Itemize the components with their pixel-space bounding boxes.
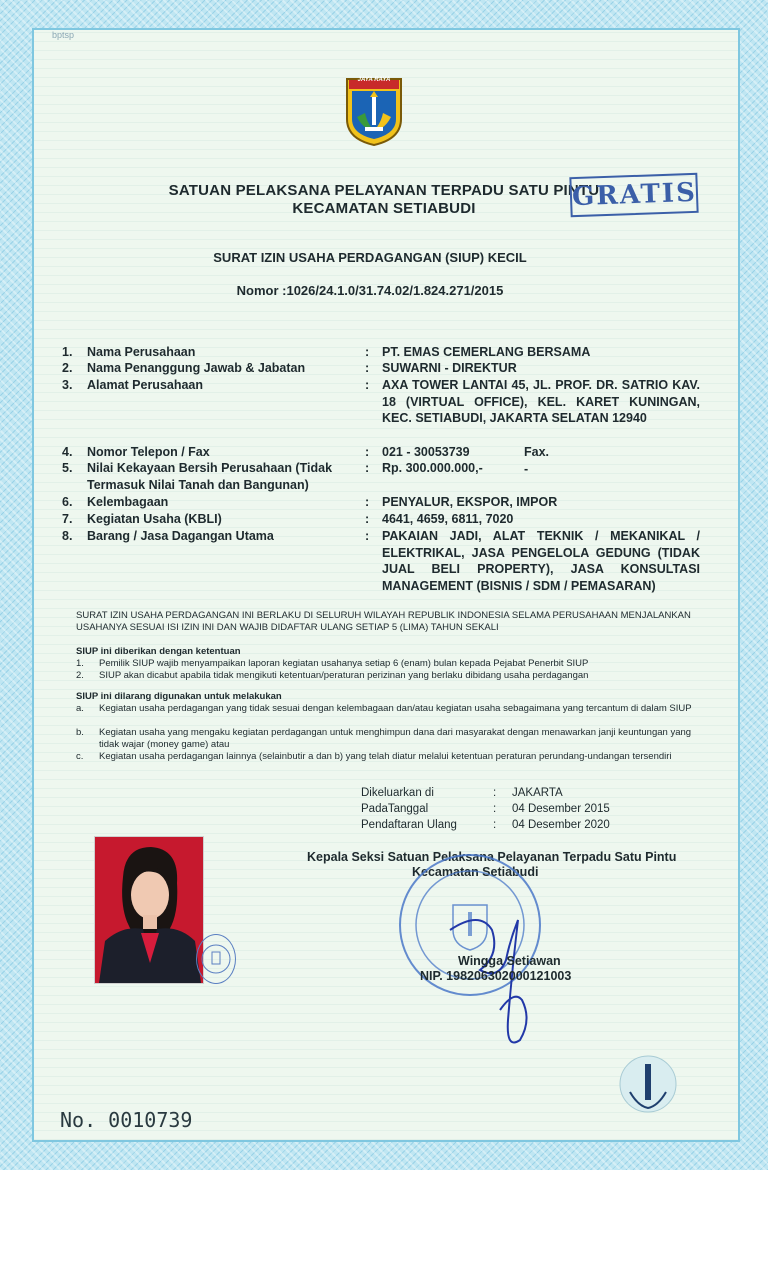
owner-photo (94, 836, 204, 984)
condition-number: 2. (76, 670, 84, 681)
field-colon: : (365, 529, 370, 543)
field-number: 7. (62, 512, 73, 526)
field-value: 021 - 30053739 (382, 445, 470, 459)
document-number: Nomor :1026/24.1.0/31.74.02/1.824.271/2015 (236, 283, 504, 298)
field-colon: : (365, 345, 370, 359)
hologram-seal (618, 1050, 678, 1118)
issued-colon: : (493, 787, 497, 799)
issued-colon: : (493, 803, 497, 815)
condition-number: 1. (76, 658, 84, 669)
serial-number: No. 0010739 (60, 1108, 193, 1132)
field-number: 3. (62, 378, 73, 392)
validity-statement: SURAT IZIN USAHA PERDAGANGAN INI BERLAKU DI SELURUH WILAYAH REPUBLIK INDONESIA SELAMA PERUSAHAAN MENJALANKAN USAHANYA SESUAI ISI IZIN INI DAN WAJIB DIDAFTAR ULANG SETIAP 5 (LIMA) TAHUN SEKALI (76, 610, 691, 633)
gratis-stamp: GRATIS (569, 173, 698, 217)
field-label: Alamat Perusahaan (87, 378, 204, 392)
prohibition-letter: a. (76, 703, 84, 714)
signatory-title: Kepala Seksi Satuan Pelaksana Pelayanan Terpadu Satu Pintu (307, 850, 677, 864)
field-number: 5. (62, 461, 73, 475)
signatory-name: Wingga Setiawan (458, 954, 561, 968)
field-colon: : (365, 461, 370, 475)
field-number: 2. (62, 361, 73, 375)
watermark-text: bptsp (52, 30, 75, 40)
field-label: Kelembagaan (87, 495, 169, 509)
field-value: 4641, 4659, 6811, 7020 (382, 512, 514, 526)
conditions-heading: SIUP ini diberikan dengan ketentuan (76, 646, 241, 657)
logo-motto: JAYA RAYA (357, 77, 391, 83)
prohibition-text: Kegiatan usaha yang mengaku kegiatan perdagangan untuk menghimpun dana dari masyarakat dengan menawarkan janji keuntungan yang tidak wajar (money game) atau (99, 727, 692, 750)
field-value: SUWARNI - DIREKTUR (382, 361, 517, 375)
renewal-label: Pendaftaran Ulang (361, 819, 457, 831)
prohibition-letter: b. (76, 727, 84, 738)
prohibition-text: Kegiatan usaha perdagangan lainnya (selainbutir a dan b) yang telah diatur melalui ketentuan peraturan perundang-undangan tersendiri (99, 751, 672, 762)
district-name: KECAMATAN SETIABUDI (292, 200, 476, 217)
signatory-office: Kecamatan Setiabudi (412, 865, 539, 879)
condition-text: Pemilik SIUP wajib menyampaikan laporan kegiatan usahanya setiap 6 (enam) bulan kepada Pejabat Penerbit SIUP (99, 658, 589, 669)
field-label: Nama Perusahaan (87, 345, 196, 359)
signatory-nip: NIP. 198206302000121003 (420, 969, 572, 983)
field-label: Nomor Telepon / Fax (87, 445, 210, 459)
field-number: 4. (62, 445, 73, 459)
fax-value: Fax. - (524, 445, 550, 476)
issued-place-value: JAKARTA (512, 787, 563, 799)
photo-seal-stamp (196, 934, 236, 984)
prohibition-letter: c. (76, 751, 84, 762)
field-value: PT. EMAS CEMERLANG BERSAMA (382, 345, 591, 359)
field-colon: : (365, 361, 370, 375)
field-colon: : (365, 512, 370, 526)
field-value: AXA TOWER LANTAI 45, JL. PROF. DR. SATRIO KAV. 18 (VIRTUAL OFFICE), KEL. KARET KUNINGAN, KEC. SETIABUDI, JAKARTA SELATAN 12940 (382, 378, 700, 425)
field-label: Nilai Kekayaan Bersih Perusahaan (Tidak Termasuk Nilai Tanah dan Bangunan) (87, 461, 333, 492)
field-label: Barang / Jasa Dagangan Utama (87, 529, 274, 543)
field-label: Kegiatan Usaha (KBLI) (87, 512, 222, 526)
issued-colon: : (493, 819, 497, 831)
field-number: 1. (62, 345, 73, 359)
issued-date-value: 04 Desember 2015 (512, 803, 610, 815)
field-value: PENYALUR, EKSPOR, IMPOR (382, 495, 558, 509)
field-colon: : (365, 445, 370, 459)
prohibitions-heading: SIUP ini dilarang digunakan untuk melakukan (76, 691, 282, 702)
document-title: SURAT IZIN USAHA PERDAGANGAN (SIUP) KECIL (213, 250, 527, 265)
field-colon: : (365, 378, 370, 392)
jakarta-emblem-logo (343, 75, 405, 147)
field-label: Nama Penanggung Jawab & Jabatan (87, 361, 306, 375)
prohibition-text: Kegiatan usaha perdagangan yang tidak sesuai dengan kelembagaan dan/atau kegiatan usaha sebagaimana yang tercantum di dalam SIUP (99, 703, 692, 714)
issued-date-label: PadaTanggal (361, 803, 429, 815)
field-colon: : (365, 495, 370, 509)
renewal-date-value: 04 Desember 2020 (512, 819, 610, 831)
field-value: Rp. 300.000.000,- (382, 461, 483, 475)
field-number: 8. (62, 529, 73, 543)
field-value: PAKAIAN JADI, ALAT TEKNIK / MEKANIKAL / ELEKTRIKAL, JASA PENGELOLA GEDUNG (TIDAK JUAL BELI PROPERTY), JASA KONSULTASI MANAGEMENT (BISNIS / SDM / PEMASARAN) (382, 529, 700, 593)
condition-text: SIUP akan dicabut apabila tidak mengikuti ketentuan/peraturan perizinan yang berlaku dibidang usaha perdagangan (99, 670, 589, 681)
office-name: SATUAN PELAKSANA PELAYANAN TERPADU SATU PINTU (168, 182, 600, 199)
issued-place-label: Dikeluarkan di (361, 787, 434, 799)
field-number: 6. (62, 495, 73, 509)
